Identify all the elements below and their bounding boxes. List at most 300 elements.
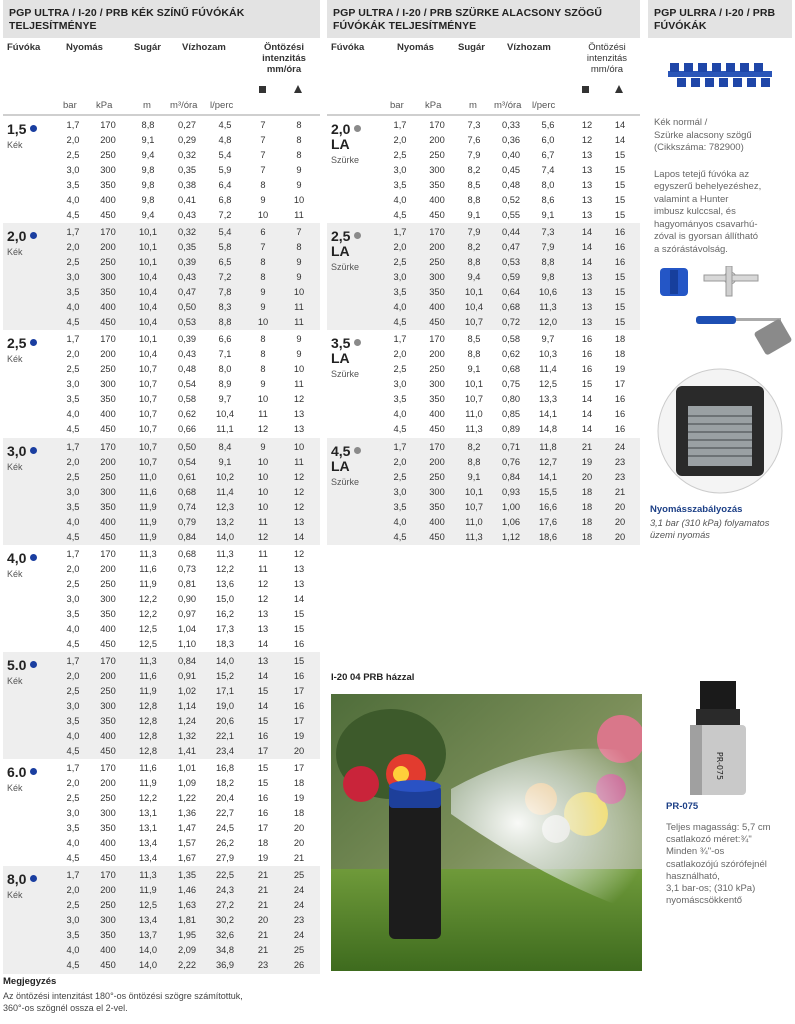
table-cell: 10,7 — [138, 441, 158, 452]
table-cell: 170 — [100, 763, 116, 774]
table-cell: 3,5 — [393, 180, 407, 190]
table-cell: 14 — [293, 593, 305, 604]
table-cell: 450 — [100, 853, 116, 864]
table-row — [3, 821, 320, 836]
table-cell: 13 — [581, 180, 593, 190]
group-rows — [327, 332, 640, 437]
group-rows — [3, 868, 320, 973]
table-cell: 2,0 — [66, 670, 80, 681]
header-nozzle: Fúvóka — [7, 42, 41, 53]
blue-nozzle-table — [3, 0, 320, 974]
table-cell: 6,5 — [218, 257, 232, 268]
table-cell: 0,68 — [501, 302, 521, 313]
table-cell: 16 — [614, 242, 626, 253]
table-cell: 0,89 — [501, 424, 521, 435]
table-cell: 1,7 — [66, 227, 80, 238]
table-cell: 16 — [581, 364, 593, 375]
table-cell: 4,5 — [66, 424, 80, 435]
table-cell: 13 — [581, 150, 593, 160]
table-cell: 450 — [429, 210, 445, 220]
group-rows — [3, 225, 320, 330]
table-cell: 12,5 — [138, 638, 158, 649]
table-cell: 9,1 — [541, 210, 555, 220]
table-cell: 23,4 — [215, 745, 235, 756]
table-cell: 23 — [293, 915, 305, 926]
table-cell: 400 — [100, 516, 116, 527]
table-row — [3, 684, 320, 699]
desc-line: Lapos tetejű fúvóka az — [654, 168, 750, 180]
table-cell: 2,0 — [66, 885, 80, 896]
table-cell: 8,2 — [467, 242, 481, 253]
table-cell: 11 — [258, 516, 268, 527]
table-row — [3, 118, 320, 133]
section3-title: PGP ULRRA / I-20 / PRB FÚVÓKÁK — [648, 0, 792, 38]
nozzle-color: Kék — [7, 783, 23, 794]
table-cell: 1,04 — [177, 623, 197, 634]
table-cell: 2,5 — [66, 793, 80, 804]
nozzle-code-text: 4,0 — [7, 549, 27, 566]
table-cell: 4,0 — [66, 945, 80, 956]
table-cell: 11 — [258, 548, 268, 559]
table-cell: 16 — [257, 793, 269, 804]
regulator-line: üzemi nyomás — [650, 530, 710, 540]
table-row — [327, 392, 640, 407]
table-cell: 9 — [260, 287, 266, 298]
table-cell: 10 — [293, 195, 305, 205]
table-cell: 0,97 — [177, 608, 197, 619]
table-cell: 3,0 — [66, 808, 80, 819]
table-cell: 19 — [293, 793, 305, 804]
table-cell: 14,0 — [138, 945, 158, 956]
table-cell: 2,5 — [66, 150, 80, 160]
table-row — [3, 178, 320, 193]
table-cell: 25 — [293, 945, 305, 956]
table-cell: 9 — [260, 302, 266, 313]
table-cell: 20 — [614, 501, 626, 512]
table-cell: 15 — [614, 195, 626, 205]
table-cell: 1,09 — [177, 778, 197, 789]
nozzle-color: Szürke — [331, 262, 360, 273]
table-cell: 3,0 — [393, 486, 407, 497]
table-cell: 4,0 — [66, 838, 80, 849]
table-cell: 400 — [100, 195, 116, 205]
nozzle-group — [3, 866, 320, 973]
table-cell: 23 — [614, 471, 626, 482]
table-cell: 1,46 — [177, 885, 197, 896]
table-cell: 14 — [581, 257, 593, 268]
table-cell: 8,3 — [218, 302, 232, 313]
table-cell: 1,7 — [66, 548, 80, 559]
table-cell: 11 — [258, 409, 268, 420]
table-cell: 400 — [100, 623, 116, 634]
table-cell: 18 — [614, 349, 626, 360]
table-cell: 1,22 — [177, 793, 197, 804]
table-cell: 8,8 — [467, 349, 481, 360]
table-cell: 21 — [614, 486, 626, 497]
table-cell: 23 — [257, 960, 269, 971]
table-cell: 14,0 — [138, 960, 158, 971]
table-cell: 11,0 — [465, 516, 483, 527]
nozzle-color: Kék — [7, 675, 23, 686]
header-pressure: Nyomás — [397, 42, 434, 53]
table-cell: 11,1 — [216, 424, 234, 435]
table-cell: 12,5 — [138, 623, 158, 634]
table-cell: 11 — [294, 317, 304, 328]
table-row — [3, 577, 320, 592]
table-cell: 12,3 — [215, 501, 235, 512]
table-cell: 16 — [614, 409, 626, 420]
table-cell: 11,9 — [139, 531, 157, 542]
table-cell: 12,8 — [138, 700, 158, 711]
table-cell: 300 — [100, 700, 116, 711]
desc-line: hagyományos csavarhú- — [654, 218, 758, 230]
table-cell: 3,5 — [66, 501, 80, 512]
table-cell: 14 — [614, 120, 626, 130]
table-cell: 12,8 — [138, 715, 158, 726]
nozzle-code-text: 5.0 — [7, 656, 27, 673]
table-cell: 14 — [581, 242, 593, 253]
table-cell: 8,2 — [467, 165, 481, 175]
table-cell: 14 — [581, 424, 593, 435]
table-cell: 1,02 — [177, 685, 197, 696]
table-cell: 4,0 — [393, 302, 407, 313]
table-cell: 13,7 — [138, 930, 158, 941]
table-cell: 2,5 — [393, 257, 407, 268]
desc-line: egyszerű behelyezéshez, — [654, 181, 762, 192]
nozzle-code-suffix: LA — [331, 136, 350, 152]
note-title: Megjegyzés — [3, 976, 57, 987]
table-row — [3, 898, 320, 913]
table-cell: 300 — [100, 272, 116, 283]
tools-image — [648, 266, 792, 366]
table-row — [327, 193, 640, 208]
table-cell: 2,0 — [66, 563, 80, 574]
table-cell: 10 — [293, 441, 305, 452]
table-cell: 36,9 — [215, 960, 235, 971]
table-cell: 0,48 — [501, 180, 521, 190]
table-cell: 0,58 — [177, 394, 197, 405]
table-row — [327, 148, 640, 163]
desc-line: imbusz kulccsal, és — [654, 206, 736, 217]
table-cell: 250 — [429, 364, 445, 375]
table-cell: 7,1 — [218, 349, 232, 360]
table-cell: 15 — [257, 685, 269, 696]
table-cell: 9 — [296, 272, 302, 283]
nozzle-code-text: 3,0 — [7, 442, 27, 459]
table-cell: 3,0 — [393, 379, 407, 390]
table-cell: 11,6 — [139, 563, 157, 574]
table-cell: 400 — [100, 838, 116, 849]
table-cell: 0,35 — [177, 242, 197, 253]
section2-title: PGP ULTRA / I-20 / PRB SZÜRKE ALACSONY SZÖGŰ FÚVÓKÁK TELJESÍTMÉNYE — [327, 0, 640, 38]
table-cell: 200 — [100, 778, 116, 789]
table-cell: 350 — [429, 287, 445, 298]
table-cell: 18 — [293, 778, 305, 789]
table-cell: 10,7 — [138, 379, 158, 390]
table-cell: 19 — [257, 853, 269, 864]
nozzle-code-text: 2,5 — [7, 335, 27, 352]
table-cell: 14,0 — [215, 531, 235, 542]
table-cell: 7,3 — [541, 227, 555, 238]
table-cell: 9 — [296, 165, 302, 175]
table-cell: 1,32 — [177, 730, 197, 741]
table-cell: 5,9 — [218, 165, 232, 175]
table-cell: 1,35 — [177, 870, 197, 881]
table-cell: 4,0 — [66, 302, 80, 313]
table-cell: 1,95 — [177, 930, 197, 941]
table-cell: 0,81 — [177, 578, 197, 589]
table-row — [327, 208, 640, 223]
nozzle-color: Kék — [7, 890, 23, 901]
table-cell: 3,5 — [66, 930, 80, 941]
table-row — [327, 300, 640, 315]
table-cell: 0,27 — [177, 120, 197, 130]
table-cell: 10,4 — [215, 409, 235, 420]
table-cell: 5,8 — [218, 242, 232, 253]
group-rows — [3, 654, 320, 759]
unit-bar: bar — [390, 100, 404, 111]
table-cell: 14 — [293, 531, 305, 542]
table-cell: 27,9 — [215, 853, 235, 864]
table-cell: 18,6 — [538, 531, 558, 542]
table-cell: 0,80 — [501, 394, 521, 405]
table-cell: 4,5 — [66, 745, 80, 756]
table-cell: 0,48 — [177, 364, 197, 375]
table-cell: 10 — [257, 394, 269, 405]
table-cell: 16,6 — [538, 501, 558, 512]
table-cell: 9,4 — [141, 150, 155, 160]
table-cell: 2,5 — [66, 257, 80, 268]
table-cell: 6,0 — [541, 135, 555, 145]
table-cell: 8 — [296, 150, 302, 160]
group-rows — [3, 332, 320, 437]
table-cell: 0,54 — [177, 379, 197, 390]
table-cell: 8,4 — [218, 441, 232, 452]
table-cell: 20 — [257, 915, 269, 926]
pr-text — [666, 822, 792, 907]
table-cell: 16 — [293, 700, 305, 711]
table-cell: 4,0 — [66, 409, 80, 420]
table-cell: 4,5 — [66, 638, 80, 649]
table-cell: 3,0 — [66, 593, 80, 604]
table-cell: 170 — [429, 120, 445, 130]
table-row — [3, 669, 320, 684]
table-cell: 170 — [100, 870, 116, 881]
table-cell: 3,5 — [66, 287, 80, 298]
table-cell: 13,6 — [215, 578, 235, 589]
table-cell: 250 — [100, 900, 116, 911]
table-cell: 13 — [293, 563, 305, 574]
table-cell: 17 — [257, 745, 269, 756]
table-row — [3, 761, 320, 776]
table-cell: 0,66 — [177, 424, 197, 435]
group-rows — [327, 440, 640, 545]
table-cell: 300 — [429, 272, 445, 283]
table-row — [3, 637, 320, 652]
table-cell: 8 — [260, 349, 266, 360]
table-cell: 17 — [614, 379, 626, 390]
table-row — [3, 300, 320, 315]
table-row — [3, 851, 320, 866]
table-cell: 1,10 — [177, 638, 197, 649]
table-cell: 11,9 — [139, 885, 157, 896]
table-cell: 7 — [260, 150, 266, 160]
table-cell: 9 — [260, 195, 266, 205]
table-cell: 0,85 — [501, 409, 521, 420]
nozzle-code-suffix: LA — [331, 350, 350, 367]
unit-kpa: kPa — [96, 100, 113, 111]
table-cell: 11,8 — [539, 441, 557, 452]
table-row — [327, 178, 640, 193]
desc-line: a szórástávolság. — [654, 243, 728, 255]
header-radius: Sugár — [458, 42, 485, 53]
table-cell: 9,4 — [467, 272, 481, 283]
table-cell: 0,53 — [501, 257, 521, 268]
table-cell: 16 — [257, 730, 269, 741]
table-cell: 400 — [429, 516, 445, 527]
table-cell: 9,4 — [141, 210, 155, 220]
table-cell: 15,5 — [538, 486, 558, 497]
table-cell: 4,8 — [218, 135, 232, 145]
table-cell: 8,6 — [541, 195, 555, 205]
table-cell: 8 — [260, 334, 266, 345]
table-cell: 10,1 — [464, 379, 484, 390]
table-row — [3, 500, 320, 515]
table-cell: 1,7 — [66, 334, 80, 345]
table-cell: 1,14 — [177, 700, 197, 711]
table-cell: 9,7 — [218, 394, 232, 405]
table-cell: 32,6 — [215, 930, 235, 941]
feature-description — [654, 169, 792, 257]
unit-m: m — [469, 100, 477, 111]
table-cell: 10 — [293, 287, 305, 298]
table-row — [327, 362, 640, 380]
table-cell: 7 — [260, 135, 266, 145]
table-cell: 8 — [296, 242, 302, 253]
group-rows — [327, 118, 640, 223]
unit-m: m — [143, 100, 151, 111]
table-cell: 2,5 — [66, 685, 80, 696]
table-cell: 12 — [257, 578, 269, 589]
table-cell: 250 — [100, 578, 116, 589]
table-cell: 0,50 — [177, 441, 197, 452]
table-cell: 11 — [294, 302, 304, 313]
table-cell: 11,3 — [465, 424, 483, 435]
table-cell: 3,5 — [393, 394, 407, 405]
table-cell: 16 — [614, 424, 626, 435]
table-cell: 9,7 — [541, 334, 555, 345]
table-cell: 12,5 — [538, 379, 558, 390]
table-cell: 170 — [100, 441, 116, 452]
table-cell: 12 — [581, 120, 593, 130]
table-cell: 14,8 — [538, 424, 558, 435]
nozzle-color: Szürke — [331, 369, 360, 380]
table-cell: 200 — [100, 135, 116, 145]
pr-line: Minden ¾"-os — [666, 846, 725, 858]
table-cell: 17 — [257, 823, 269, 834]
table-row — [327, 377, 640, 392]
table-cell: 8,0 — [218, 364, 232, 375]
table-cell: 0,36 — [501, 135, 521, 145]
table-cell: 3,5 — [393, 287, 407, 298]
table-cell: 4,0 — [393, 516, 407, 527]
table-cell: 10 — [257, 471, 269, 482]
table-cell: 250 — [100, 150, 116, 160]
group-list — [3, 116, 320, 974]
table-cell: 13 — [257, 608, 269, 619]
table-cell: 13 — [293, 424, 305, 435]
table-cell: 13 — [293, 578, 305, 589]
nozzle-sidebar — [648, 0, 792, 907]
table-cell: 10 — [257, 456, 269, 467]
table-cell: 14,1 — [538, 409, 558, 420]
table-cell: 15 — [614, 180, 626, 190]
table-cell: 10,1 — [138, 242, 158, 253]
table-row — [327, 285, 640, 300]
table-cell: 8,2 — [467, 441, 481, 452]
table-cell: 24 — [293, 885, 305, 896]
table-cell: 450 — [429, 424, 445, 435]
table-cell: 0,43 — [177, 210, 197, 220]
table-cell: 0,41 — [177, 195, 197, 205]
header-precip: Öntözési intenzitás mm/óra — [586, 42, 628, 75]
table-cell: 8,8 — [541, 257, 555, 268]
table-cell: 13 — [257, 623, 269, 634]
unit-lpm: l/perc — [210, 100, 234, 111]
table-cell: 10,4 — [464, 302, 484, 313]
table-cell: 0,33 — [501, 120, 521, 130]
table-row — [3, 285, 320, 300]
table-cell: 9 — [296, 257, 302, 268]
table-cell: 4,5 — [393, 424, 407, 435]
table-cell: 8,8 — [467, 195, 481, 205]
table-cell: 12,7 — [538, 456, 558, 467]
table-cell: 3,5 — [66, 715, 80, 726]
table-cell: 0,39 — [177, 257, 197, 268]
table-cell: 1,81 — [177, 915, 197, 926]
table-cell: 350 — [100, 501, 116, 512]
table-cell: 15 — [614, 272, 626, 283]
table-cell: 3,5 — [393, 501, 407, 512]
table-row — [3, 392, 320, 407]
table-cell: 0,43 — [177, 349, 197, 360]
table-cell: 15 — [614, 210, 626, 220]
table-cell: 250 — [100, 257, 116, 268]
table-row — [3, 883, 320, 901]
table-cell: 2,09 — [177, 945, 197, 956]
table-cell: 450 — [100, 424, 116, 435]
table-cell: 0,35 — [177, 165, 197, 175]
table-cell: 11,9 — [139, 501, 157, 512]
table-cell: 15 — [257, 763, 269, 774]
table-cell: 1,24 — [177, 715, 197, 726]
table-cell: 450 — [100, 531, 116, 542]
table-cell: 9 — [296, 180, 302, 190]
table-cell: 9,1 — [218, 456, 232, 467]
table-cell: 0,84 — [501, 471, 521, 482]
table-cell: 1,01 — [177, 763, 197, 774]
table-cell: 4,5 — [66, 210, 80, 220]
table-cell: 8,0 — [541, 180, 555, 190]
table-cell: 16 — [257, 808, 269, 819]
table-row — [327, 270, 640, 285]
table-cell: 13 — [581, 195, 593, 205]
table-cell: 2,0 — [66, 242, 80, 253]
table-cell: 2,5 — [66, 578, 80, 589]
table-cell: 20 — [581, 471, 593, 482]
table-cell: 300 — [100, 915, 116, 926]
table-cell: 250 — [429, 150, 445, 160]
